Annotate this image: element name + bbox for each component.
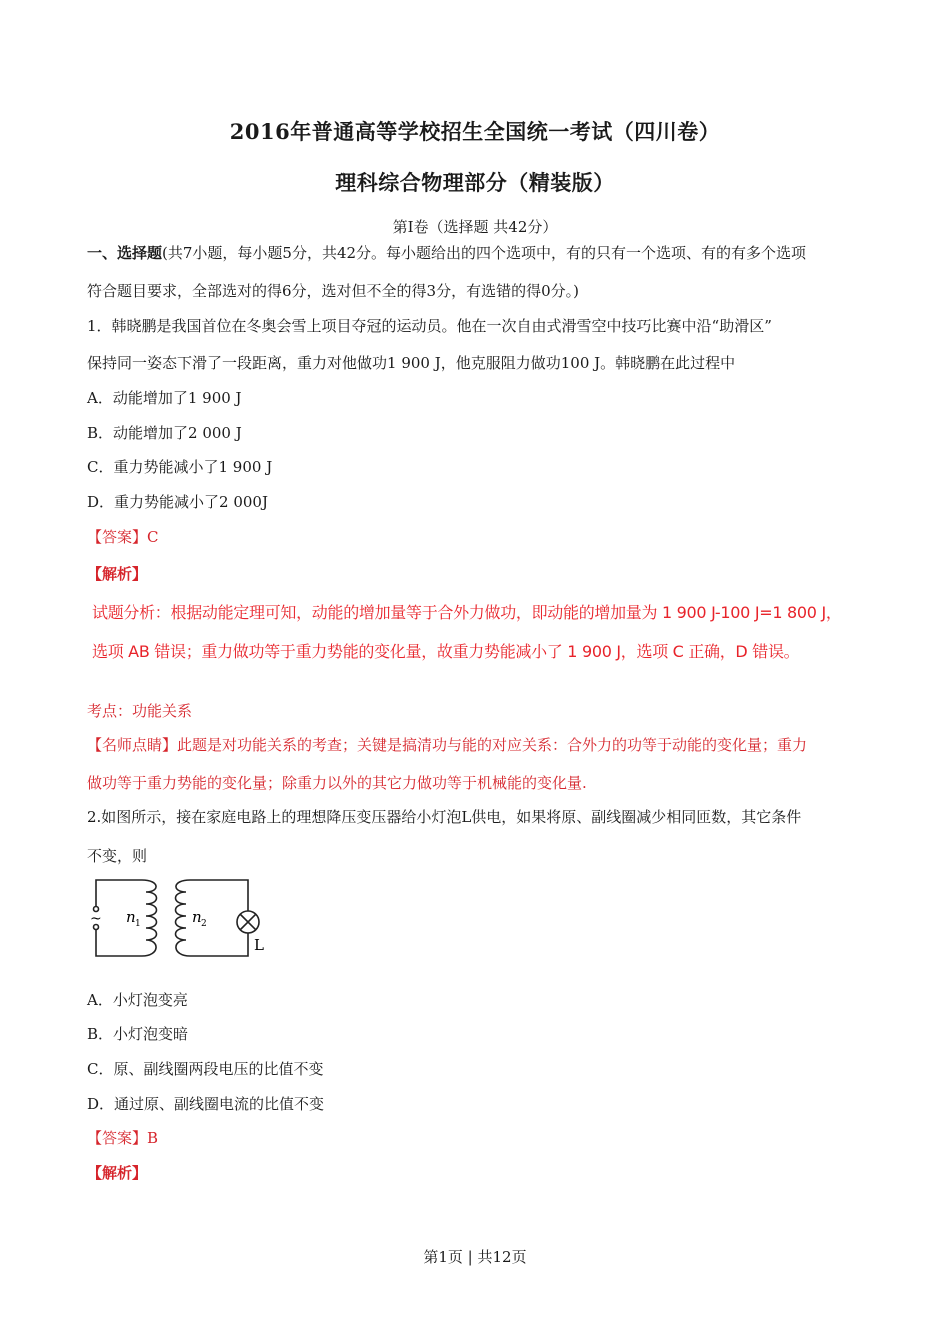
primary-coil-subscript: 1 <box>135 919 141 929</box>
q1-tips-line-1 <box>87 735 867 755</box>
volume-label: 第Ⅰ卷（选择题 共42分） <box>392 218 558 236</box>
q1-stem-line-2: 保持同一姿态下滑了一段距离，重力对他做功1 900 J，他克服阻力做功100 J。韩晓鹏在此过程中 <box>87 354 736 372</box>
q2-option-b: B．小灯泡变暗 <box>87 1025 189 1043</box>
q1-analysis-line-2: 选项 AB 错误；重力做功等于重力势能的变化量，故重力势能减小了 1 900 J，选项 C 正确，D 错误。 <box>92 642 800 661</box>
q1-option-d: D．重力势能减小了2 000J <box>87 493 268 511</box>
q2-stem-line-1: 2.如图所示，接在家庭电路上的理想降压变压器给小灯泡L供电，如果将原、副线圈减少相同匝数，其它条件 <box>87 808 802 826</box>
ac-source-symbol: ~ <box>90 911 102 927</box>
q1-tips-text-1: 此题是对功能关系的考查；关键是搞清功与能的对应关系：合外力的功等于动能的变化量；重力 <box>177 736 808 754</box>
exam-title: 2016年普通高等学校招生全国统一考试（四川卷） <box>229 119 721 144</box>
q1-stem-line-1: 1．韩晓鹏是我国首位在冬奥会雪上项目夺冠的运动员。他在一次自由式滑雪空中技巧比赛中沿“助滑区” <box>87 317 772 335</box>
q1-tips-line-2: 做功等于重力势能的变化量；除重力以外的其它力做功等于机械能的变化量. <box>87 774 587 792</box>
q2-option-c: C．原、副线圈两段电压的比值不变 <box>87 1060 324 1078</box>
section-intro-line-1: (共7小题，每小题5分，共42分。每小题给出的四个选项中，有的只有一个选项、有的有多个选项 <box>162 244 807 262</box>
q2-stem-line-2: 不变，则 <box>87 847 148 865</box>
q1-analysis-line-1: 试题分析：根据动能定理可知，动能的增加量等于合外力做功，即动能的增加量为 1 900 J-100 J=1 800 J， <box>92 603 842 622</box>
q1-analysis-label: 【解析】 <box>87 565 148 583</box>
q2-option-d: D．通过原、副线圈电流的比值不变 <box>87 1095 325 1113</box>
section-heading: 一、选择题 <box>87 244 163 262</box>
secondary-coil-subscript: 2 <box>201 919 207 929</box>
section-intro-line-2: 符合题目要求，全部选对的得6分，选对但不全的得3分，有选错的得0分。) <box>87 282 579 300</box>
lamp-label: L <box>254 936 264 954</box>
q2-analysis-label: 【解析】 <box>87 1164 148 1182</box>
transformer-circuit-diagram <box>86 876 276 962</box>
q1-point: 考点：功能关系 <box>87 702 193 720</box>
q1-option-a: A．动能增加了1 900 J <box>87 389 242 407</box>
q1-option-b: B．动能增加了2 000 J <box>87 424 242 442</box>
exam-subtitle: 理科综合物理部分（精装版） <box>335 170 615 195</box>
q1-answer: 【答案】C <box>87 528 159 546</box>
q2-answer: 【答案】B <box>87 1129 159 1147</box>
q1-tips-label: 【名师点睛】 <box>87 736 178 754</box>
q2-option-a: A．小灯泡变亮 <box>87 991 188 1009</box>
q1-option-c: C．重力势能减小了1 900 J <box>87 458 273 476</box>
secondary-coil-label: n <box>192 908 202 926</box>
section-intro <box>87 243 867 263</box>
page-number: 第1页 | 共12页 <box>423 1248 527 1266</box>
primary-coil-label: n <box>126 908 136 926</box>
